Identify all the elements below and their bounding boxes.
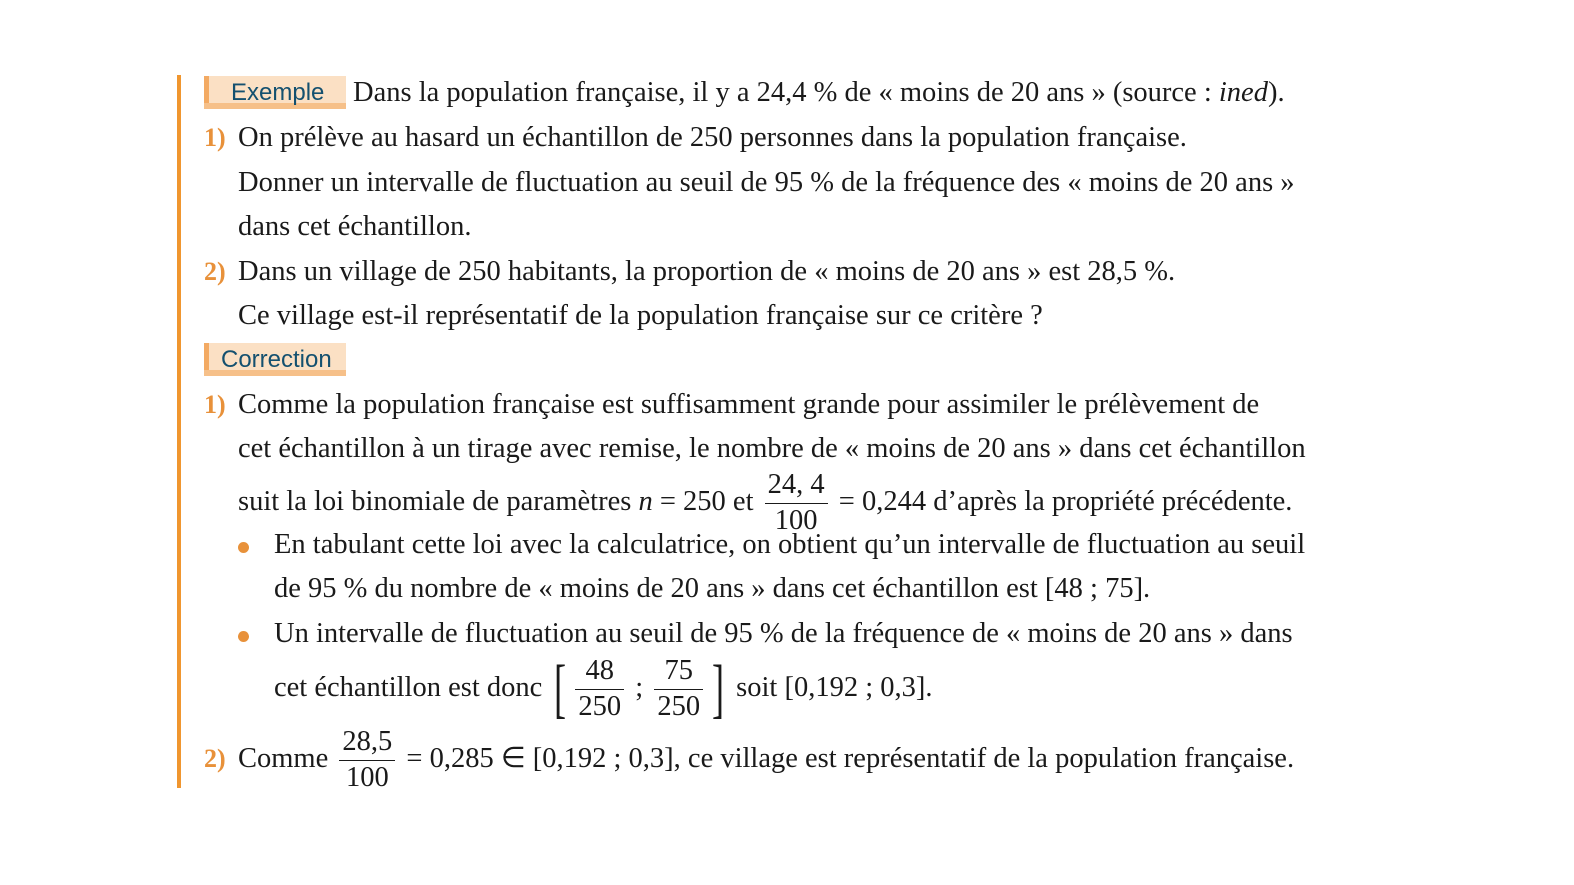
correction-tag-label: Correction xyxy=(221,346,332,373)
bullet-2-line-interval: cet échantillon est donc [ $\frac{48}{250}$ ; $\frac{75}{250}$ ] soit [0,192 ; 0,3]. xyxy=(274,652,933,726)
fraction-28-5-over-100: $\frac{28,5}{100}$ xyxy=(339,727,395,793)
fraction-75-over-250: $\frac{75}{250}$ xyxy=(654,656,703,722)
left-bracket: [ xyxy=(554,652,567,726)
bullet-2-line: Un intervalle de fluctuation au seuil de 95 % de la fréquence de « moins de 20 ans » dans xyxy=(274,618,1293,649)
answer-1-line: Comme la population française est suffisamment grande pour assimiler le prélèvement de xyxy=(238,389,1260,420)
answer-1-line-binomial: suit la loi binomiale de paramètres n = 250 et $\frac{24, 4}{100}$ = 0,244 d’après la propriété précédente. xyxy=(238,469,1293,536)
question-2-number: 2) xyxy=(204,257,226,286)
question-2-line: Dans un village de 250 habitants, la proportion de « moins de 20 ans » est 28,5 %. xyxy=(238,256,1176,287)
question-1-line: Donner un intervalle de fluctuation au seuil de 95 % de la fréquence des « moins de 20 ans » xyxy=(238,167,1295,198)
example-tag-label: Exemple xyxy=(231,79,325,106)
answer-2-number: 2) xyxy=(204,744,226,773)
bullet-icon xyxy=(238,542,249,553)
bullet-1-line: En tabulant cette loi avec la calculatrice, on obtient qu’un intervalle de fluctuation au seuil xyxy=(274,529,1306,560)
example-tag xyxy=(204,76,346,109)
answer-1-line: cet échantillon à un tirage avec remise, le nombre de « moins de 20 ans » dans cet échantillon xyxy=(238,433,1306,464)
correction-tag xyxy=(204,343,346,376)
left-accent-bar xyxy=(177,75,181,788)
fraction-48-over-250: $\frac{48}{250}$ xyxy=(575,656,624,722)
fraction-24-4-over-100: $\frac{24, 4}{100}$ xyxy=(765,470,828,536)
right-bracket: ] xyxy=(712,652,725,726)
question-2-line: Ce village est-il représentatif de la population française sur ce critère ? xyxy=(238,300,1043,331)
question-1-line: dans cet échantillon. xyxy=(238,211,472,242)
example-intro: Dans la population française, il y a 24,4 % de « moins de 20 ans » (source : ined). xyxy=(353,77,1285,108)
bullet-1-line: de 95 % du nombre de « moins de 20 ans » dans cet échantillon est [48 ; 75]. xyxy=(274,573,1151,604)
question-1-number: 1) xyxy=(204,123,226,152)
answer-2-line: Comme $\frac{28,5}{100}$ = 0,285 ∈ [0,192 ; 0,3], ce village est représentatif de la population française. xyxy=(238,726,1295,793)
answer-1-number: 1) xyxy=(204,390,226,419)
source-name: ined xyxy=(1218,77,1268,108)
bullet-icon xyxy=(238,631,249,642)
question-1-line: On prélève au hasard un échantillon de 250 personnes dans la population française. xyxy=(238,122,1187,153)
